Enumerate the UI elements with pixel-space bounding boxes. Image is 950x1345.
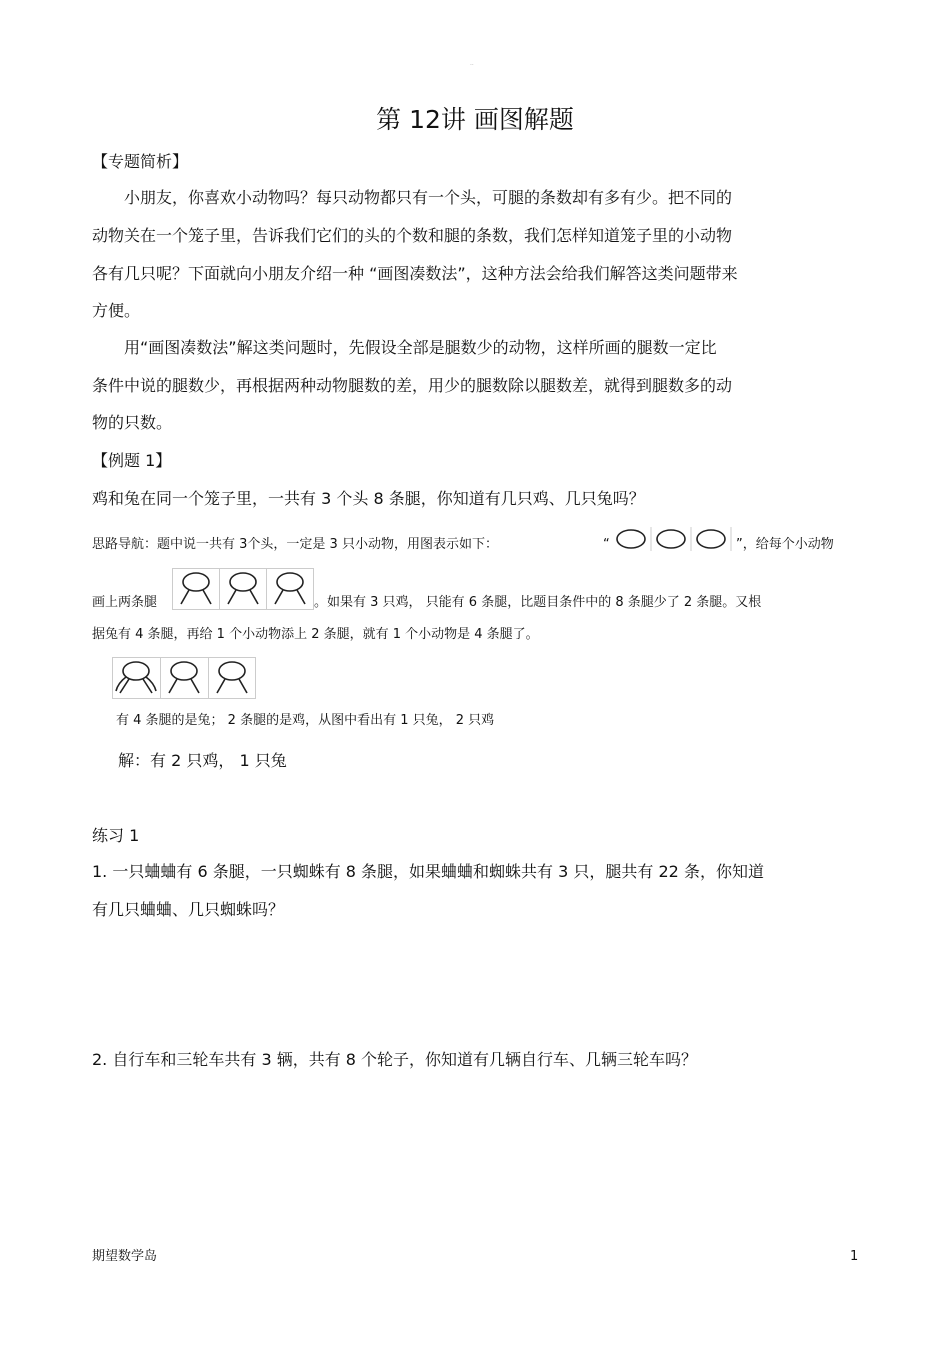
chick-figure-b xyxy=(217,662,247,693)
practice-header: 练习 1 xyxy=(92,826,140,845)
hint-line1 xyxy=(92,536,498,554)
head-circle-2 xyxy=(657,530,685,548)
header-mark: ·· xyxy=(470,62,474,69)
head-circle-3 xyxy=(697,530,725,548)
hint-quote-open: “ xyxy=(603,537,610,552)
practice-q1-line1: 1. 一只蛐蛐有 6 条腿，一只蜘蛛有 8 条腿，如果蛐蛐和蜘蛛共有 3 只，腿共有 22 条，你知道 xyxy=(92,862,764,881)
heads-figure xyxy=(612,526,734,552)
rabbit-figure xyxy=(116,662,156,693)
hint-text-f: 有 4 条腿的是兔； 2 条腿的是鸡，从图中看出有 1 只兔， 2 只鸡 xyxy=(116,713,495,728)
intro-para1-line3: 各有几只呢？下面就向小朋友介绍一种 “画图凑数法”，这种方法会给我们解答这类问题带来 xyxy=(92,264,738,283)
chick-figure-1 xyxy=(181,573,211,604)
example-answer: 解：有 2 只鸡， 1 只兔 xyxy=(118,751,287,770)
intro-para2-line2: 条件中说的腿数少，再根据两种动物腿数的差，用少的腿数除以腿数差，就得到腿数多的动 xyxy=(92,376,733,395)
intro-para2-line1: 用“画图凑数法”解这类问题时，先假设全部是腿数少的动物，这样所画的腿数一定比 xyxy=(124,338,717,357)
footer-left: 期望数学岛 xyxy=(92,1249,158,1264)
chick-figure-2 xyxy=(228,573,258,604)
example-header: 【例题 1】 xyxy=(92,451,172,470)
page-number: 1 xyxy=(850,1249,859,1264)
example-question: 鸡和兔在同一个笼子里，一共有 3 个头 8 条腿，你知道有几只鸡、几只兔吗？ xyxy=(92,489,645,508)
hint-text-e: 据兔有 4 条腿，再给 1 个小动物添上 2 条腿，就有 1 个小动物是 4 条腿了。 xyxy=(92,627,539,642)
hint-text-d: 。如果有 3 只鸡， 只能有 6 条腿，比题目条件中的 8 条腿少了 2 条腿。又根 xyxy=(314,595,762,610)
hint-text-a: 思路导航：题中说一共有 3个头，一定是 3 只小动物，用图表示如下： xyxy=(92,537,498,552)
page-title: 第 12讲 画图解题 xyxy=(376,105,574,134)
intro-para1-line2: 动物关在一个笼子里，告诉我们它们的头的个数和腿的条数，我们怎样知道笼子里的小动物 xyxy=(92,226,733,245)
intro-para2-line3: 物的只数。 xyxy=(92,413,173,432)
two-leg-figure xyxy=(172,568,314,610)
chick-figure-a xyxy=(169,662,199,693)
chick-figure-3 xyxy=(275,573,305,604)
practice-q2: 2. 自行车和三轮车共有 3 辆，共有 8 个轮子，你知道有几辆自行车、几辆三轮车吗？ xyxy=(92,1050,698,1069)
hint-text-b: ”，给每个小动物 xyxy=(736,537,834,552)
intro-header: 【专题简析】 xyxy=(92,152,189,171)
intro-para1-line4: 方便。 xyxy=(92,301,141,320)
intro-para1-line1: 小朋友，你喜欢小动物吗？每只动物都只有一个头，可腿的条数却有多有少。把不同的 xyxy=(124,188,733,207)
head-circle-1 xyxy=(617,530,645,548)
practice-q1-line2: 有几只蛐蛐、几只蜘蛛吗？ xyxy=(92,900,285,919)
hint-text-c: 画上两条腿 xyxy=(92,595,158,610)
mixed-leg-figure xyxy=(112,657,256,699)
